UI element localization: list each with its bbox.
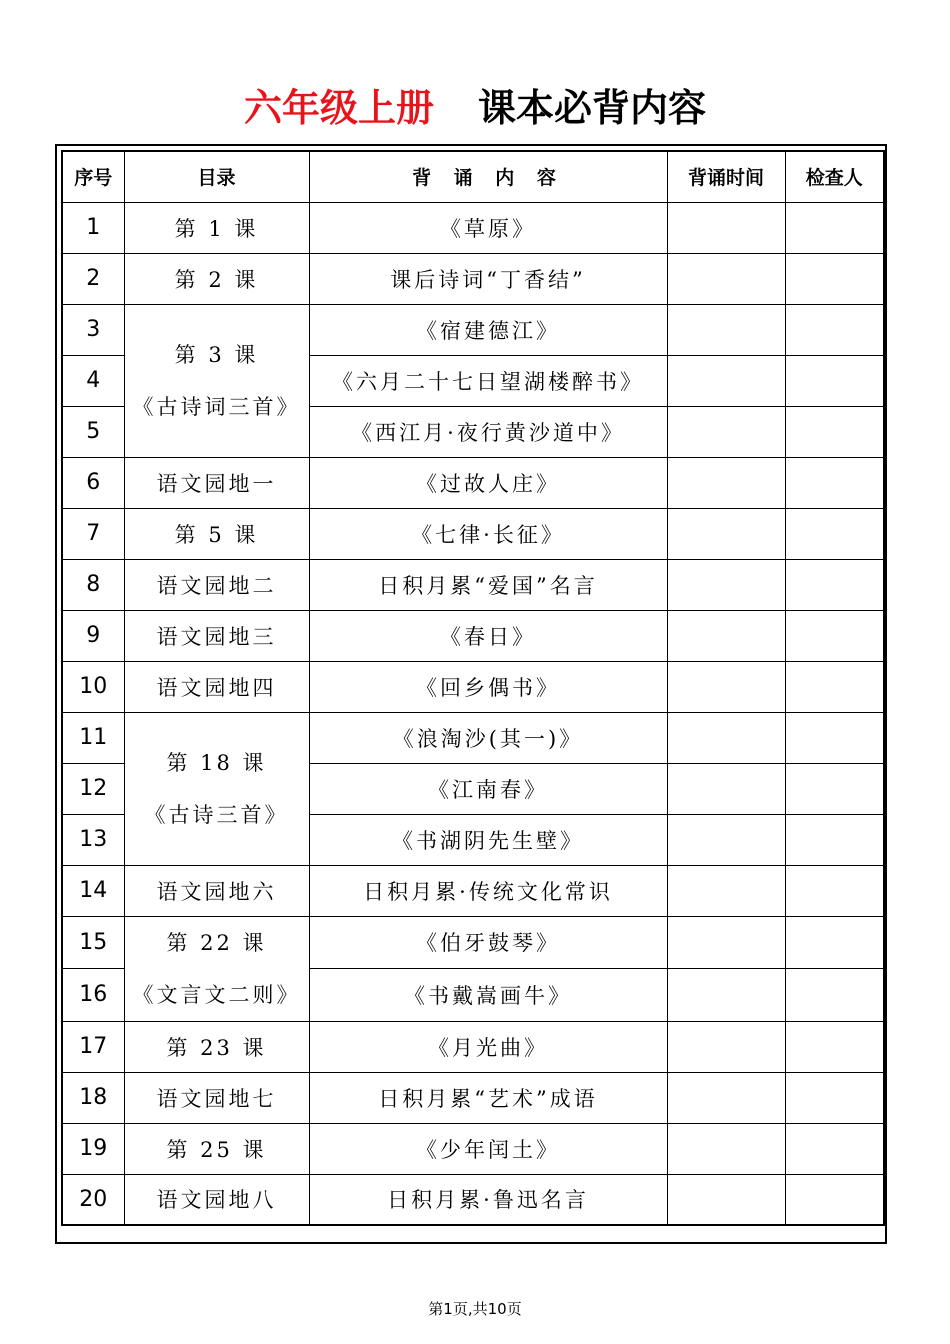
time-cell [667, 559, 785, 610]
checker-cell [785, 969, 884, 1022]
row-number: 19 [62, 1123, 124, 1174]
time-cell [667, 610, 785, 661]
catalog-lesson: 第 3 课 [174, 342, 259, 367]
content-cell: 日积月累“爱国”名言 [309, 559, 667, 610]
catalog-cell: 语文园地二 [124, 559, 309, 610]
content-cell: 《月光曲》 [309, 1021, 667, 1072]
time-cell [667, 1072, 785, 1123]
checker-cell [785, 661, 884, 712]
checker-cell [785, 202, 884, 253]
time-cell [667, 202, 785, 253]
time-cell [667, 712, 785, 763]
time-cell [667, 457, 785, 508]
row-number: 14 [62, 865, 124, 916]
time-cell [667, 355, 785, 406]
title-subject: 课本必背内容 [478, 86, 707, 130]
time-cell [667, 814, 785, 865]
content-cell: 《书湖阴先生壁》 [309, 814, 667, 865]
table-row [62, 712, 884, 763]
checker-cell [785, 1123, 884, 1174]
time-cell [667, 763, 785, 814]
content-cell: 日积月累·传统文化常识 [309, 865, 667, 916]
row-number: 18 [62, 1072, 124, 1123]
content-cell: 《伯牙鼓琴》 [309, 916, 667, 969]
row-number: 4 [62, 355, 124, 406]
checker-cell [785, 304, 884, 355]
time-cell [667, 865, 785, 916]
table-row [62, 661, 884, 712]
checker-cell [785, 763, 884, 814]
row-number: 2 [62, 253, 124, 304]
row-number: 20 [62, 1174, 124, 1225]
table-row [62, 457, 884, 508]
catalog-cell: 第 25 课 [124, 1123, 309, 1174]
page-title [0, 82, 950, 134]
content-cell: 《西江月·夜行黄沙道中》 [309, 406, 667, 457]
checker-cell [785, 253, 884, 304]
time-cell [667, 253, 785, 304]
catalog-lesson: 第 22 课 [166, 930, 267, 955]
catalog-cell: 语文园地八 [124, 1174, 309, 1225]
content-cell: 《过故人庄》 [309, 457, 667, 508]
time-cell [667, 916, 785, 969]
catalog-cell: 语文园地一 [124, 457, 309, 508]
header-checker: 检查人 [785, 151, 884, 202]
time-cell [667, 1021, 785, 1072]
catalog-cell: 语文园地七 [124, 1072, 309, 1123]
header-content: 背 诵 内 容 [309, 151, 667, 202]
content-cell: 《浪淘沙(其一)》 [309, 712, 667, 763]
checker-cell [785, 1021, 884, 1072]
content-cell: 《草原》 [309, 202, 667, 253]
catalog-cell: 第 1 课 [124, 202, 309, 253]
catalog-lesson-title: 《文言文二则》 [132, 982, 301, 1007]
row-number: 16 [62, 969, 124, 1022]
table-row [62, 304, 884, 355]
table-row [62, 559, 884, 610]
catalog-cell: 第 5 课 [124, 508, 309, 559]
checker-cell [785, 712, 884, 763]
checker-cell [785, 865, 884, 916]
content-cell: 日积月累“艺术”成语 [309, 1072, 667, 1123]
content-cell: 《春日》 [309, 610, 667, 661]
content-cell: 《七律·长征》 [309, 508, 667, 559]
time-cell [667, 1174, 785, 1225]
catalog-lesson: 第 18 课 [166, 750, 267, 775]
catalog-cell-merged [124, 712, 309, 865]
table-row [62, 508, 884, 559]
title-grade: 六年级上册 [243, 86, 434, 130]
row-number: 9 [62, 610, 124, 661]
catalog-lesson-title: 《古诗词三首》 [132, 394, 301, 419]
row-number: 11 [62, 712, 124, 763]
catalog-cell: 第 23 课 [124, 1021, 309, 1072]
time-cell [667, 508, 785, 559]
table-header-row [62, 151, 884, 202]
table-row [62, 1123, 884, 1174]
checker-cell [785, 1072, 884, 1123]
content-cell: 《六月二十七日望湖楼醉书》 [309, 355, 667, 406]
time-cell [667, 304, 785, 355]
content-cell: 《少年闰土》 [309, 1123, 667, 1174]
table-row [62, 610, 884, 661]
time-cell [667, 969, 785, 1022]
header-catalog: 目录 [124, 151, 309, 202]
catalog-cell-merged [124, 916, 309, 1021]
checker-cell [785, 406, 884, 457]
time-cell [667, 1123, 785, 1174]
row-number: 1 [62, 202, 124, 253]
page-number-footer: 第1页,共10页 [428, 1300, 522, 1318]
checker-cell [785, 457, 884, 508]
row-number: 6 [62, 457, 124, 508]
checker-cell [785, 916, 884, 969]
content-cell: 《回乡偶书》 [309, 661, 667, 712]
table-row [62, 202, 884, 253]
table-row [62, 1072, 884, 1123]
content-cell: 《江南春》 [309, 763, 667, 814]
header-time: 背诵时间 [667, 151, 785, 202]
content-cell: 《书戴嵩画牛》 [309, 969, 667, 1022]
row-number: 7 [62, 508, 124, 559]
header-index: 序号 [62, 151, 124, 202]
content-cell: 《宿建德江》 [309, 304, 667, 355]
table-row [62, 916, 884, 969]
row-number: 5 [62, 406, 124, 457]
recitation-table [61, 150, 885, 1226]
checker-cell [785, 610, 884, 661]
table-row [62, 1021, 884, 1072]
catalog-cell: 语文园地四 [124, 661, 309, 712]
row-number: 8 [62, 559, 124, 610]
checker-cell [785, 508, 884, 559]
catalog-cell-merged [124, 304, 309, 457]
checker-cell [785, 355, 884, 406]
content-cell: 课后诗词“丁香结” [309, 253, 667, 304]
row-number: 13 [62, 814, 124, 865]
catalog-lesson-title: 《古诗三首》 [144, 802, 289, 827]
row-number: 12 [62, 763, 124, 814]
table-row [62, 865, 884, 916]
table-row [62, 1174, 884, 1225]
content-cell: 日积月累·鲁迅名言 [309, 1174, 667, 1225]
checker-cell [785, 1174, 884, 1225]
checker-cell [785, 814, 884, 865]
catalog-cell: 第 2 课 [124, 253, 309, 304]
row-number: 17 [62, 1021, 124, 1072]
row-number: 10 [62, 661, 124, 712]
table-row [62, 253, 884, 304]
row-number: 3 [62, 304, 124, 355]
catalog-cell: 语文园地六 [124, 865, 309, 916]
time-cell [667, 661, 785, 712]
time-cell [667, 406, 785, 457]
row-number: 15 [62, 916, 124, 969]
checker-cell [785, 559, 884, 610]
catalog-cell: 语文园地三 [124, 610, 309, 661]
